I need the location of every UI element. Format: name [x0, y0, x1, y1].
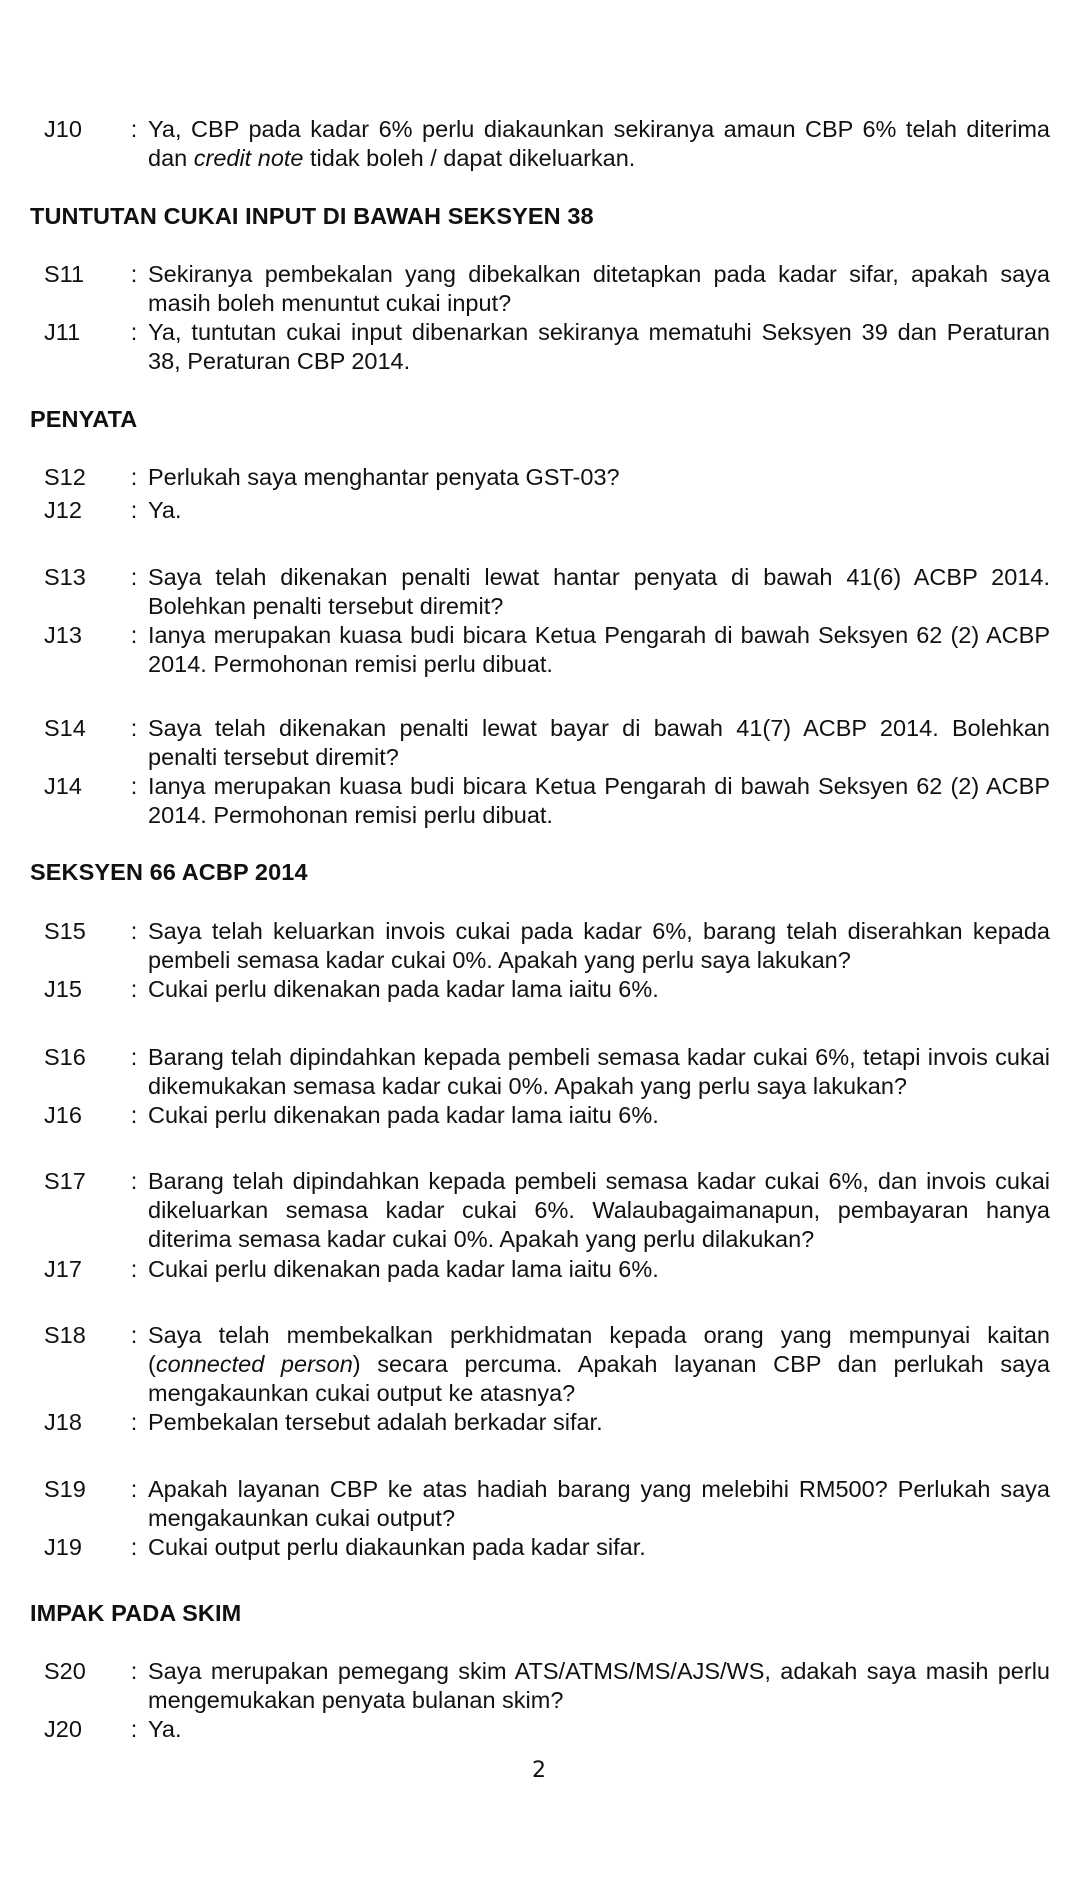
- qa-code: J11: [44, 319, 81, 345]
- qa-question-s17: [30, 1167, 1050, 1254]
- qa-question-s14: [30, 714, 1050, 772]
- qa-separator: :: [130, 1102, 138, 1128]
- qa-code: J19: [44, 1534, 82, 1560]
- qa-text: Apakah layanan CBP ke atas hadiah barang yang melebihi RM500? Perlukah saya mengakaunkan cukai output?: [148, 1476, 1050, 1531]
- section-heading: PENYATA: [30, 406, 138, 432]
- qa-separator: :: [130, 1658, 138, 1684]
- section-heading: IMPAK PADA SKIM: [30, 1600, 242, 1626]
- qa-text: Ya.: [148, 1716, 182, 1742]
- qa-code: S18: [44, 1322, 86, 1348]
- qa-separator: :: [130, 1322, 138, 1348]
- qa-answer-j20: [30, 1715, 1050, 1744]
- qa-answer-j11: [30, 318, 1050, 376]
- qa-question-s20: [30, 1657, 1050, 1715]
- qa-code: J14: [44, 773, 82, 799]
- qa-text: Perlukah saya menghantar penyata GST-03?: [148, 464, 620, 490]
- qa-text: Ianya merupakan kuasa budi bicara Ketua Pengarah di bawah Seksyen 62 (2) ACBP 2014. Permohonan remisi perlu dibuat.: [148, 773, 1050, 828]
- qa-code: S13: [44, 564, 86, 590]
- qa-code: S20: [44, 1658, 86, 1684]
- qa-answer-j12: [30, 496, 1050, 525]
- qa-separator: :: [130, 319, 138, 345]
- qa-answer-j13: [30, 621, 1050, 679]
- qa-separator: :: [130, 715, 138, 741]
- qa-text: Barang telah dipindahkan kepada pembeli semasa kadar cukai 6%, dan invois cukai dikeluarkan semasa kadar cukai 6%. Walaubagaimanapun, pembayaran hanya diterima semasa kadar cukai 0%. Apakah yang perlu dilakukan?: [148, 1168, 1050, 1252]
- qa-answer-j18: [30, 1408, 1050, 1437]
- qa-separator: :: [130, 976, 138, 1002]
- qa-code: J12: [44, 497, 82, 523]
- qa-answer-j17: [30, 1255, 1050, 1284]
- qa-code: S16: [44, 1044, 86, 1070]
- qa-code: S15: [44, 918, 86, 944]
- qa-separator: :: [130, 497, 138, 523]
- qa-text: Pembekalan tersebut adalah berkadar sifar.: [148, 1409, 603, 1435]
- qa-text: Saya telah keluarkan invois cukai pada kadar 6%, barang telah diserahkan kepada pembeli semasa kadar cukai 0%. Apakah yang perlu saya lakukan?: [148, 918, 1050, 973]
- qa-text: Sekiranya pembekalan yang dibekalkan ditetapkan pada kadar sifar, apakah saya masih boleh menuntut cukai input?: [148, 261, 1050, 316]
- qa-separator: :: [130, 1168, 138, 1194]
- qa-text: Barang telah dipindahkan kepada pembeli semasa kadar cukai 6%, tetapi invois cukai dikemukakan semasa kadar cukai 0%. Apakah yang perlu saya lakukan?: [148, 1044, 1050, 1099]
- qa-answer-j15: [30, 975, 1050, 1004]
- qa-text: Ya, tuntutan cukai input dibenarkan sekiranya mematuhi Seksyen 39 dan Peraturan 38, Peraturan CBP 2014.: [148, 319, 1050, 374]
- qa-question-s19: [30, 1475, 1050, 1533]
- qa-question-s15: [30, 917, 1050, 975]
- qa-code: S14: [44, 715, 86, 741]
- qa-answer-j16: [30, 1101, 1050, 1130]
- qa-code: S11: [44, 261, 85, 287]
- qa-code: S12: [44, 464, 86, 490]
- qa-separator: :: [130, 1044, 138, 1070]
- italic-term: connected person: [155, 1351, 353, 1377]
- qa-text: Cukai output perlu diakaunkan pada kadar sifar.: [148, 1534, 646, 1560]
- qa-separator: :: [130, 116, 138, 142]
- qa-answer-j19: [30, 1533, 1050, 1562]
- qa-answer-j10: [30, 115, 1050, 173]
- qa-answer-j14: [30, 772, 1050, 830]
- qa-code: J20: [44, 1716, 82, 1742]
- qa-separator: :: [130, 1716, 138, 1742]
- qa-text: Saya telah membekalkan perkhidmatan kepada orang yang mempunyai kaitan (connected person) secara percuma. Apakah layanan CBP dan perlukah saya mengakaunkan cukai output ke atasnya?: [148, 1322, 1050, 1406]
- qa-code: S17: [44, 1168, 86, 1194]
- section-heading: TUNTUTAN CUKAI INPUT DI BAWAH SEKSYEN 38: [30, 203, 594, 229]
- qa-separator: :: [130, 1409, 138, 1435]
- qa-text: Cukai perlu dikenakan pada kadar lama iaitu 6%.: [148, 1102, 659, 1128]
- qa-separator: :: [130, 918, 138, 944]
- qa-separator: :: [130, 261, 138, 287]
- qa-question-s16: [30, 1043, 1050, 1101]
- qa-text: Cukai perlu dikenakan pada kadar lama iaitu 6%.: [148, 976, 659, 1002]
- section-heading: SEKSYEN 66 ACBP 2014: [30, 859, 308, 885]
- qa-text: Saya telah dikenakan penalti lewat hantar penyata di bawah 41(6) ACBP 2014. Bolehkan penalti tersebut diremit?: [148, 564, 1050, 619]
- page-number: 2: [532, 1758, 546, 1783]
- qa-question-s11: [30, 260, 1050, 318]
- qa-separator: :: [130, 1256, 138, 1282]
- qa-separator: :: [130, 1476, 138, 1502]
- qa-question-s13: [30, 563, 1050, 621]
- qa-text: Cukai perlu dikenakan pada kadar lama iaitu 6%.: [148, 1256, 659, 1282]
- qa-question-s18: [30, 1321, 1050, 1408]
- qa-separator: :: [130, 1534, 138, 1560]
- qa-text: Ianya merupakan kuasa budi bicara Ketua Pengarah di bawah Seksyen 62 (2) ACBP 2014. Permohonan remisi perlu dibuat.: [148, 622, 1050, 677]
- qa-text: Saya telah dikenakan penalti lewat bayar di bawah 41(7) ACBP 2014. Bolehkan penalti tersebut diremit?: [148, 715, 1050, 770]
- qa-code: J13: [44, 622, 82, 648]
- qa-code: J18: [44, 1409, 82, 1435]
- italic-term: credit note: [193, 145, 304, 171]
- qa-text: Saya merupakan pemegang skim ATS/ATMS/MS/AJS/WS, adakah saya masih perlu mengemukakan penyata bulanan skim?: [148, 1658, 1050, 1713]
- qa-question-s12: [30, 463, 1050, 492]
- qa-separator: :: [130, 622, 138, 648]
- qa-separator: :: [130, 773, 138, 799]
- qa-separator: :: [130, 464, 138, 490]
- qa-code: J17: [44, 1256, 82, 1282]
- qa-separator: :: [130, 564, 138, 590]
- qa-code: J10: [44, 116, 82, 142]
- qa-code: S19: [44, 1476, 86, 1502]
- qa-text: Ya.: [148, 497, 182, 523]
- qa-code: J15: [44, 976, 82, 1002]
- qa-code: J16: [44, 1102, 82, 1128]
- qa-text: Ya, CBP pada kadar 6% perlu diakaunkan sekiranya amaun CBP 6% telah diterima dan credit note tidak boleh / dapat dikeluarkan.: [148, 116, 1050, 171]
